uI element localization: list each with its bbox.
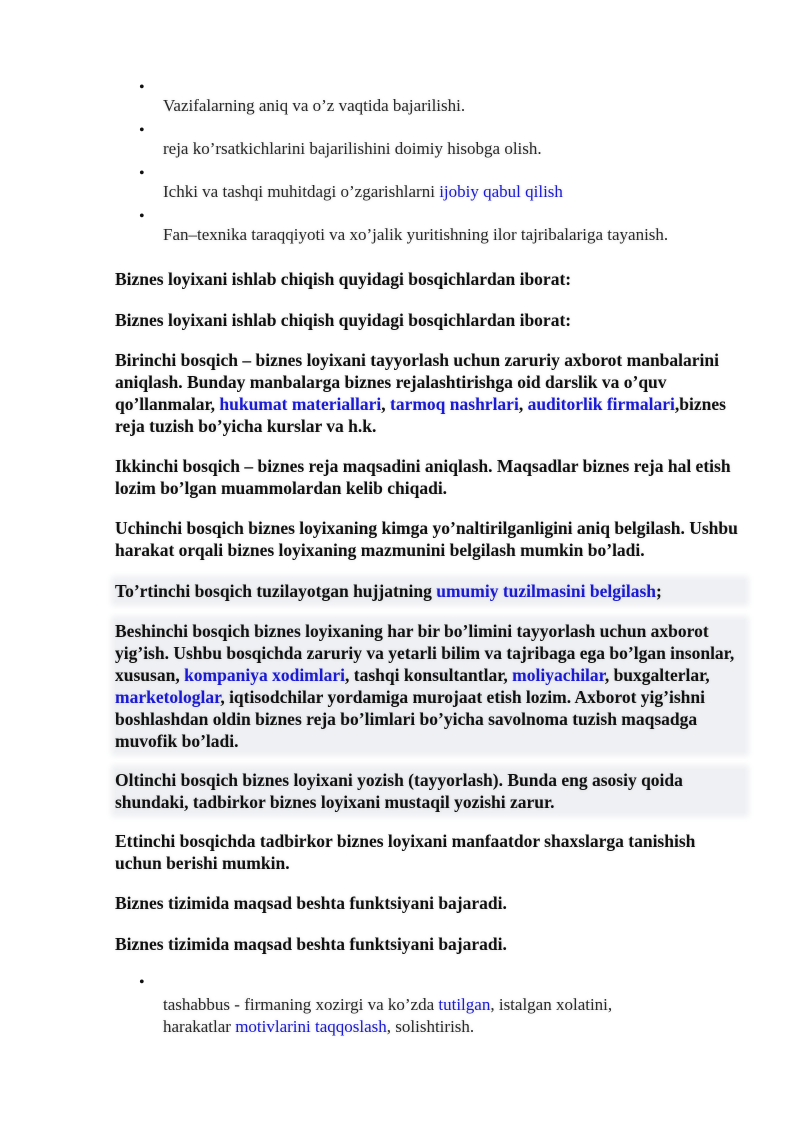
bullet-text	[163, 95, 743, 117]
list-item	[0, 975, 800, 1035]
paragraph-stage-one	[115, 349, 745, 437]
stage-five-text-d: , iqtisodchilar yordamiga murojaat etish lozim. Axborot yig’ishni boshlashdan oldin biznes reja bo’limlari bo’yicha savolnoma tuzish maqsadga muvofik bo’ladi.	[115, 687, 705, 751]
bullet-text-part: Vazifalarning aniq va o’z vaqtida bajarilishi.	[163, 96, 466, 115]
list-item	[0, 80, 800, 123]
stage-five-text-b: , tashqi konsultantlar,	[345, 665, 513, 685]
link-auditorlik-firmalari[interactable]: auditorlik firmalari	[527, 394, 675, 414]
stage-one-text-a: Birinchi bosqich – biznes loyixani tayyorlash uchun zaruriy axborot manbalarini aniqlash. Bunday manbalarga biznes rejalashtirishga oid darslik va o’quv qo’llanmalar,	[115, 350, 719, 414]
stage-four-text-a: To’rtinchi bosqich tuzilayotgan hujjatning	[115, 581, 437, 601]
paragraph-stage-three: Uchinchi bosqich biznes loyixaning kimga yo’naltirilganligini aniq belgilash. Ushbu harakat orqali biznes loyixaning mazmunini belgilash mumkin bo’ladi.	[115, 518, 738, 560]
bullet-text-part: Ichki va tashqi muhitdagi o’zgarishlarni	[163, 182, 440, 201]
top-bullet-list	[0, 80, 800, 252]
list-item	[0, 166, 800, 209]
bullet-icon: •	[139, 974, 145, 991]
list-item	[0, 123, 800, 166]
paragraph-stages-heading-repeat: Biznes loyixani ishlab chiqish quyidagi bosqichlardan iborat:	[115, 310, 572, 330]
stage-five-text-c: , buxgalterlar,	[604, 665, 710, 685]
bullet-icon: •	[139, 165, 145, 182]
bullet-text	[163, 181, 743, 203]
bottom-bullet-text-c: , solishtirish.	[386, 1017, 475, 1036]
stage-one-text-b: ,	[381, 394, 390, 414]
bottom-bullet-text-a: tashabbus - firmaning xozirgi va ko’zda	[163, 995, 439, 1014]
bullet-icon: •	[139, 79, 145, 96]
bullet-icon: •	[139, 122, 145, 139]
link-motivlarini-taqqoslash[interactable]: motivlarini taqqoslash	[235, 1017, 387, 1036]
bullet-link[interactable]: ijobiy qabul qilish	[439, 182, 563, 201]
paragraph-stages-heading: Biznes loyixani ishlab chiqish quyidagi bosqichlardan iborat:	[115, 269, 572, 289]
link-umumiy-tuzilmasini-belgilash[interactable]: umumiy tuzilmasini belgilash	[436, 581, 656, 601]
link-moliyachilar[interactable]: moliyachilar	[512, 665, 605, 685]
stage-one-text-d: ,biznes reja tuzish bo’yicha kurslar va h.k.	[115, 394, 726, 436]
stage-one-text-c: ,	[518, 394, 528, 414]
paragraph-functions: Biznes tizimida maqsad beshta funktsiyani bajaradi.	[115, 893, 507, 913]
paragraph-stage-four	[115, 580, 745, 602]
bullet-icon: •	[139, 208, 145, 225]
bullet-text-part: Fan–texnika taraqqiyoti va xo’jalik yuritishning ilor tajribalariga tayanish.	[163, 225, 669, 244]
bullet-text	[163, 994, 683, 1038]
paragraph-stage-seven: Ettinchi bosqichda tadbirkor biznes loyixani manfaatdor shaxslarga tanishish uchun berishi mumkin.	[115, 831, 696, 873]
link-tutilgan[interactable]: tutilgan	[438, 995, 491, 1014]
link-hukumat-materiallari[interactable]: hukumat materiallari	[219, 394, 382, 414]
bullet-text	[163, 138, 743, 160]
stage-five-text-a: Beshinchi bosqich biznes loyixaning har bir bo’limini tayyorlash uchun axborot yig’ish. Ushbu bosqichda zaruriy va yetarli bilim va tajribaga ega bo’lgan insonlar, xususan,	[115, 621, 735, 685]
bottom-bullet-text-b: , istalgan xolatini, harakatlar	[163, 995, 613, 1036]
link-tarmoq-nashrlari[interactable]: tarmoq nashrlari	[390, 394, 519, 414]
paragraph-stage-two: Ikkinchi bosqich – biznes reja maqsadini aniqlash. Maqsadlar biznes reja hal etish lozim bo’lgan muammolardan kelib chiqadi.	[115, 456, 731, 498]
bullet-text	[163, 224, 743, 246]
paragraph-stage-five	[115, 620, 745, 752]
link-marketologlar[interactable]: marketologlar	[115, 687, 221, 707]
list-item	[0, 209, 800, 252]
paragraph-stage-six: Oltinchi bosqich biznes loyixani yozish (tayyorlash). Bunda eng asosiy qoida shundaki, tadbirkor biznes loyixani mustaqil yozishi zarur.	[115, 769, 745, 813]
stage-four-text-b: ;	[656, 581, 662, 601]
bottom-bullet-list	[0, 975, 800, 1035]
bullet-text-part: reja ko’rsatkichlarini bajarilishini doimiy hisobga olish.	[163, 139, 542, 158]
link-kompaniya-xodimlari[interactable]: kompaniya xodimlari	[184, 665, 346, 685]
paragraph-functions-repeat: Biznes tizimida maqsad beshta funktsiyani bajaradi.	[115, 934, 507, 954]
